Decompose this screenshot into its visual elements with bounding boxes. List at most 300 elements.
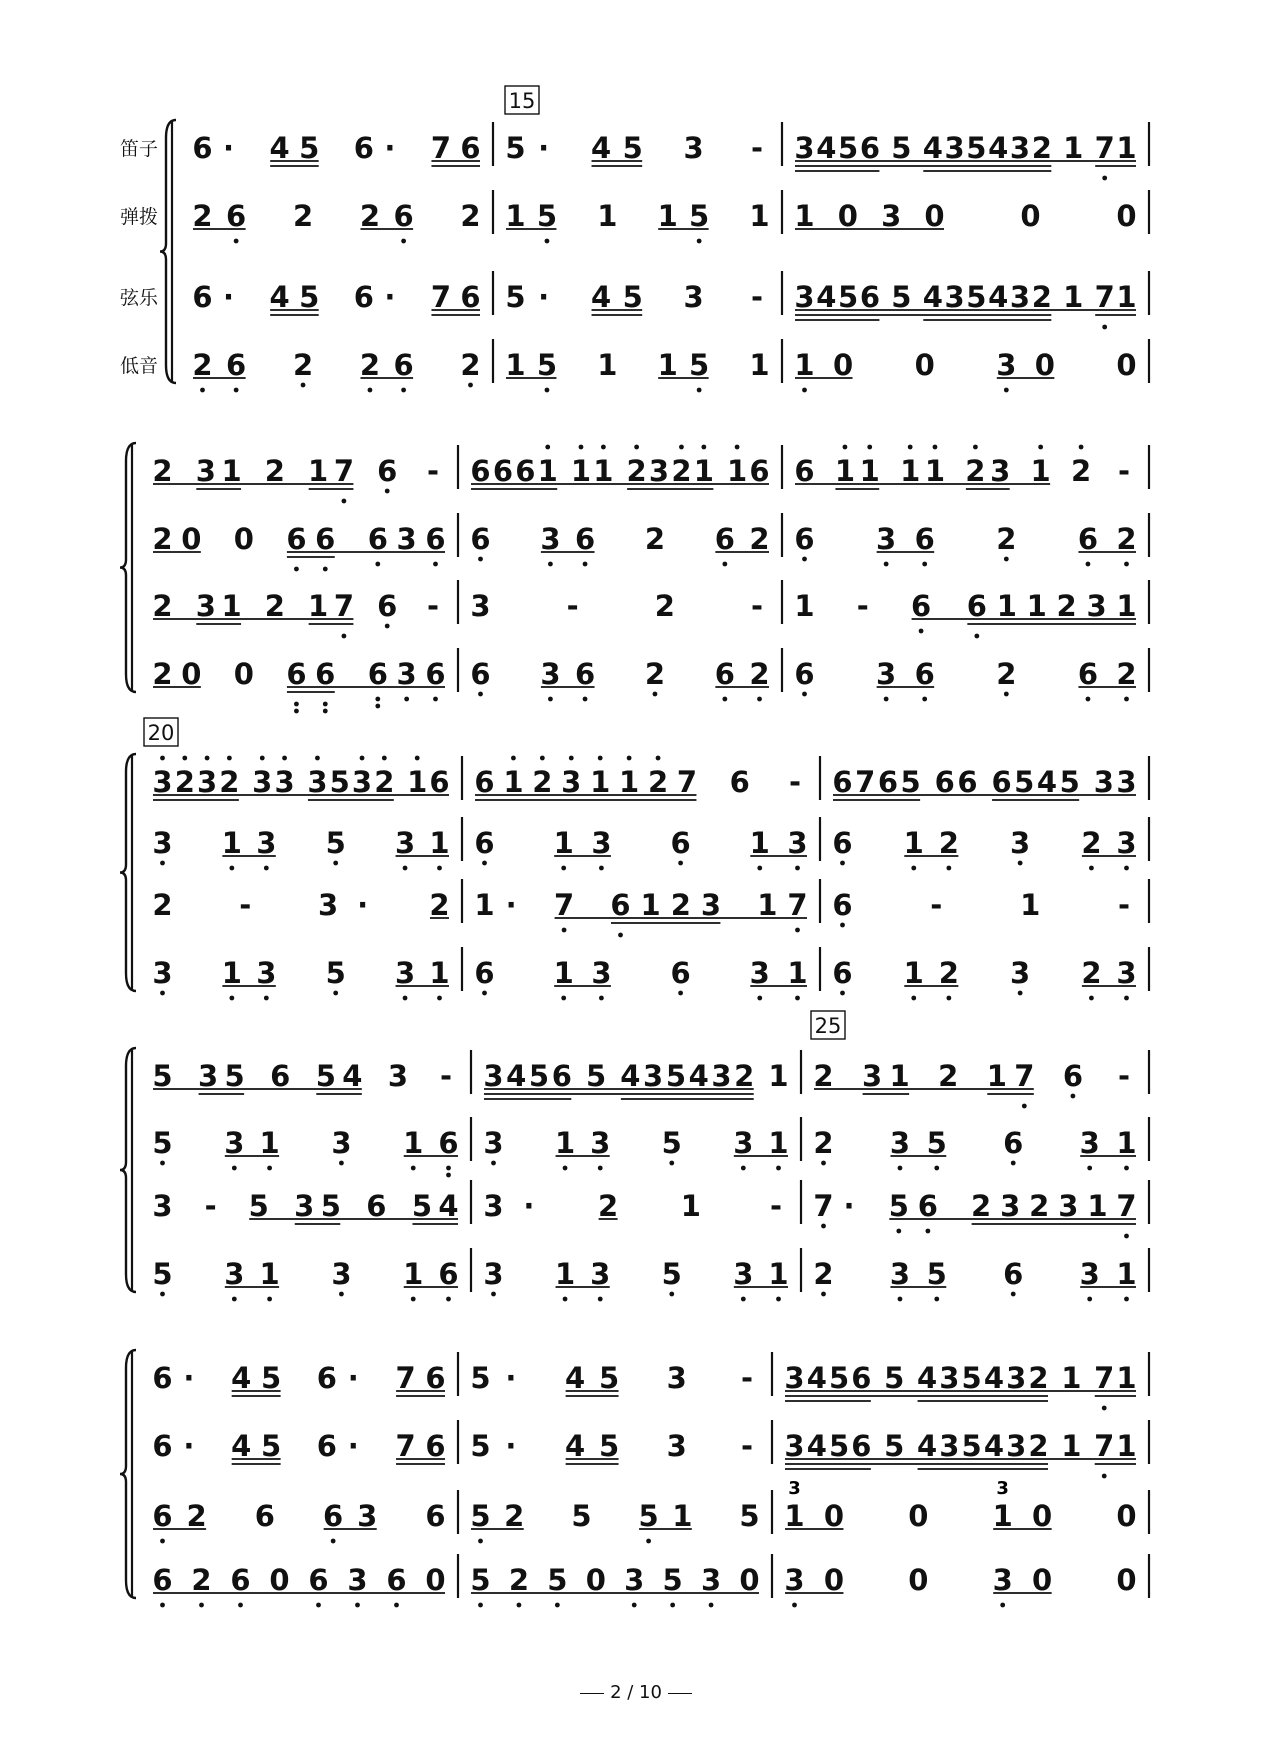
- low-octave-dot: [1124, 996, 1129, 1001]
- low-octave-dot: [548, 697, 553, 702]
- note: 2: [996, 657, 1017, 691]
- low-octave-dot: [199, 1603, 204, 1608]
- note: 3: [881, 199, 902, 233]
- note: 3: [1009, 280, 1031, 314]
- note: 5: [828, 1361, 850, 1395]
- low-octave-dot: [234, 239, 239, 244]
- note: 5: [961, 1429, 982, 1463]
- note: 2: [152, 888, 173, 922]
- note: 6: [367, 522, 388, 556]
- note: 0: [1032, 1499, 1053, 1533]
- note: 5: [528, 1059, 550, 1093]
- note: 6: [353, 131, 374, 165]
- high-octave-dot: [598, 756, 603, 761]
- note: 3: [1079, 1257, 1100, 1291]
- note: 2: [813, 1257, 834, 1291]
- note: 2: [460, 199, 481, 233]
- sustain-dash: -: [856, 589, 869, 623]
- system-brace: [120, 754, 136, 991]
- note: 6: [152, 1361, 173, 1395]
- note: 1: [1026, 589, 1047, 623]
- note: 5: [547, 1563, 568, 1597]
- low-octave-dot: [757, 697, 762, 702]
- rehearsal-mark: 15: [508, 89, 536, 113]
- note: 3: [1010, 826, 1031, 860]
- low-octave-dot: [1102, 325, 1107, 330]
- note: 3: [195, 454, 216, 488]
- sustain-dash: -: [930, 888, 943, 922]
- note: 6: [551, 1059, 572, 1093]
- system-brace: [120, 1350, 136, 1598]
- note: 6: [474, 765, 495, 799]
- note: 5: [828, 1429, 850, 1463]
- high-octave-dot: [205, 756, 210, 761]
- high-octave-dot: [908, 445, 913, 450]
- note: 5: [299, 280, 320, 314]
- page-number: 2 / 10: [610, 1682, 662, 1703]
- note: 6: [393, 348, 414, 382]
- note: 1: [503, 765, 524, 799]
- note: 1: [429, 826, 450, 860]
- low-octave-dot: [323, 702, 328, 707]
- note: 4: [988, 280, 1009, 314]
- low-octave-dot: [1000, 1603, 1005, 1608]
- note: 1: [407, 765, 428, 799]
- note: 6: [714, 657, 735, 691]
- low-octave-dot: [697, 388, 702, 393]
- note: 3: [944, 280, 965, 314]
- note: 6: [1077, 522, 1099, 556]
- note: 6: [574, 657, 596, 691]
- note: 7: [1116, 1189, 1137, 1223]
- note: 5: [926, 1126, 947, 1160]
- note: 6: [425, 522, 446, 556]
- note: 0: [1116, 1563, 1137, 1597]
- note: 3: [483, 1189, 504, 1223]
- note: 2: [359, 348, 381, 382]
- low-octave-dot: [403, 996, 408, 1001]
- low-octave-dot: [385, 624, 390, 629]
- note: 5: [261, 1361, 282, 1395]
- note: 2: [1056, 589, 1077, 623]
- high-octave-dot: [843, 445, 848, 450]
- low-octave-dot: [678, 861, 683, 866]
- note: 0: [269, 1563, 290, 1597]
- low-octave-dot: [898, 1297, 903, 1302]
- note: 6: [934, 765, 955, 799]
- high-octave-dot: [382, 756, 387, 761]
- note: 6: [316, 1429, 337, 1463]
- low-octave-dot: [795, 928, 800, 933]
- low-octave-dot: [491, 1161, 496, 1166]
- note: 5: [661, 1126, 682, 1160]
- note: 7: [553, 888, 575, 922]
- high-octave-dot: [545, 445, 550, 450]
- sustain-dash: -: [750, 131, 764, 165]
- low-octave-dot: [339, 1292, 344, 1297]
- note: 2: [626, 454, 647, 488]
- note: 3: [784, 1361, 805, 1395]
- high-octave-dot: [627, 756, 632, 761]
- note: 3: [152, 765, 173, 799]
- low-octave-dot: [670, 1603, 675, 1608]
- note: 1: [259, 1257, 280, 1291]
- note: 3: [784, 1429, 805, 1463]
- chord-note: 3: [996, 1478, 1009, 1499]
- note: 6: [794, 522, 815, 556]
- note: 4: [922, 280, 943, 314]
- note: 2: [644, 657, 666, 691]
- low-octave-dot: [437, 866, 442, 871]
- low-octave-dot: [802, 388, 807, 393]
- low-octave-dot: [160, 1161, 165, 1166]
- note: 5: [966, 280, 987, 314]
- note: 7: [676, 765, 698, 799]
- low-octave-dot: [264, 866, 269, 871]
- note: 4: [231, 1429, 252, 1463]
- note: 6: [914, 522, 935, 556]
- note: 5: [152, 1126, 173, 1160]
- low-octave-dot: [563, 1297, 568, 1302]
- low-octave-dot: [946, 996, 951, 1001]
- augmentation-dot: ·: [183, 1429, 195, 1463]
- note: 1: [859, 454, 880, 488]
- note: 1: [1116, 280, 1137, 314]
- note: 1: [1020, 888, 1041, 922]
- low-octave-dot: [333, 991, 338, 996]
- low-octave-dot: [599, 866, 604, 871]
- note: 3: [1009, 131, 1031, 165]
- note: 5: [536, 348, 558, 382]
- low-octave-dot: [795, 866, 800, 871]
- low-octave-dot: [974, 634, 979, 639]
- high-octave-dot: [360, 756, 365, 761]
- note: 3: [590, 1126, 611, 1160]
- note: 1: [403, 1257, 424, 1291]
- note: 5: [1059, 765, 1080, 799]
- note: 5: [689, 348, 710, 382]
- high-octave-dot: [160, 756, 165, 761]
- note: 4: [806, 1361, 827, 1395]
- low-octave-dot: [911, 996, 916, 1001]
- note: 3: [889, 1257, 911, 1291]
- note: 6: [470, 522, 491, 556]
- note: 1: [593, 454, 614, 488]
- note: 3: [624, 1563, 645, 1597]
- note: 6: [460, 280, 481, 314]
- high-octave-dot: [701, 445, 706, 450]
- note: 5: [665, 1059, 687, 1093]
- low-octave-dot: [1089, 996, 1094, 1001]
- note: 5: [505, 131, 526, 165]
- note: 2: [152, 589, 173, 623]
- note: 6: [1003, 1126, 1024, 1160]
- low-octave-dot: [404, 697, 409, 702]
- note: 3: [394, 956, 416, 990]
- low-octave-dot: [160, 1539, 165, 1544]
- note: 1: [537, 454, 558, 488]
- note: 2: [504, 1499, 525, 1533]
- note: 6: [353, 280, 374, 314]
- low-octave-dot: [232, 1166, 237, 1171]
- note: 6: [425, 1429, 446, 1463]
- note: 2: [813, 1059, 834, 1093]
- note: 2: [374, 765, 395, 799]
- note: 1: [570, 454, 592, 488]
- low-octave-dot: [333, 861, 338, 866]
- note: 3: [256, 826, 277, 860]
- low-octave-dot: [840, 861, 845, 866]
- note: 4: [565, 1361, 586, 1395]
- note: 5: [961, 1361, 982, 1395]
- note: 5: [622, 280, 643, 314]
- note: 3: [351, 765, 373, 799]
- low-octave-dot: [375, 562, 380, 567]
- low-octave-dot: [200, 388, 205, 393]
- note: 6: [794, 454, 815, 488]
- chord-note: 3: [788, 1478, 801, 1499]
- sustain-dash: -: [426, 589, 440, 623]
- note: 5: [224, 1059, 245, 1093]
- note: 4: [438, 1189, 459, 1223]
- note: 7: [1094, 1429, 1115, 1463]
- note: 6: [438, 1126, 459, 1160]
- low-octave-dot: [342, 499, 347, 504]
- augmentation-dot: ·: [347, 1429, 359, 1463]
- note: 1: [1116, 1429, 1137, 1463]
- augmentation-dot: ·: [505, 1361, 517, 1395]
- note: 1: [221, 454, 242, 488]
- augmentation-dot: ·: [183, 1361, 195, 1395]
- low-octave-dot: [722, 697, 727, 702]
- low-octave-dot: [898, 1166, 903, 1171]
- low-octave-dot: [1102, 1406, 1107, 1411]
- low-octave-dot: [1022, 1104, 1027, 1109]
- low-octave-dot: [583, 697, 588, 702]
- note: 3: [256, 956, 277, 990]
- note: 7: [787, 888, 808, 922]
- augmentation-dot: ·: [505, 888, 517, 922]
- note: 2: [1081, 826, 1102, 860]
- note: 5: [505, 280, 526, 314]
- note: 6: [386, 1563, 407, 1597]
- note: 3: [197, 1059, 219, 1093]
- note: 6: [851, 1429, 872, 1463]
- note: 2: [152, 522, 173, 556]
- low-octave-dot: [563, 1166, 568, 1171]
- low-octave-dot: [468, 383, 473, 388]
- note: 3: [861, 1059, 883, 1093]
- note: 6: [316, 1361, 337, 1395]
- note: 5: [891, 280, 912, 314]
- low-octave-dot: [922, 562, 927, 567]
- note: 5: [325, 826, 346, 860]
- low-octave-dot: [1124, 866, 1129, 871]
- note: 6: [714, 522, 735, 556]
- note: 1: [768, 1059, 789, 1093]
- instrument-label: 低音: [120, 355, 159, 377]
- note: 3: [252, 765, 273, 799]
- note: 2: [965, 454, 986, 488]
- low-octave-dot: [599, 996, 604, 1001]
- note: 2: [1029, 1189, 1050, 1223]
- low-octave-dot: [1102, 1474, 1107, 1479]
- note: 5: [739, 1499, 760, 1533]
- note: 5: [838, 280, 859, 314]
- note: 3: [195, 589, 216, 623]
- high-octave-dot: [1079, 445, 1084, 450]
- low-octave-dot: [323, 567, 328, 572]
- note: 3: [1058, 1189, 1079, 1223]
- note: 4: [506, 1059, 527, 1093]
- sustain-dash: -: [1117, 1059, 1131, 1093]
- note: 6: [832, 826, 853, 860]
- low-octave-dot: [1087, 1297, 1092, 1302]
- note: 5: [315, 1059, 336, 1093]
- low-octave-dot: [238, 1603, 243, 1608]
- note: 2: [813, 1126, 834, 1160]
- note: 6: [832, 765, 853, 799]
- note: 6: [1077, 657, 1099, 691]
- low-octave-dot: [403, 866, 408, 871]
- low-octave-dot: [301, 383, 306, 388]
- note: 6: [832, 956, 853, 990]
- note: 3: [387, 1059, 409, 1093]
- low-octave-dot: [401, 388, 406, 393]
- note: 1: [554, 1126, 576, 1160]
- note: 1: [221, 956, 242, 990]
- low-octave-dot: [234, 388, 239, 393]
- note: 2: [192, 348, 213, 382]
- sustain-dash: -: [426, 454, 440, 488]
- note: 2: [152, 454, 173, 488]
- note: 1: [834, 454, 856, 488]
- sustain-dash: -: [439, 1059, 453, 1093]
- note: 4: [231, 1361, 252, 1395]
- note: 1: [900, 454, 921, 488]
- sustain-dash: -: [750, 280, 764, 314]
- note: 5: [838, 131, 859, 165]
- note: 3: [483, 1126, 504, 1160]
- high-octave-dot: [735, 445, 740, 450]
- low-octave-dot: [1102, 176, 1107, 181]
- augmentation-dot: ·: [505, 1429, 517, 1463]
- sustain-dash: -: [1117, 454, 1131, 488]
- low-octave-dot: [884, 697, 889, 702]
- low-octave-dot: [355, 1603, 360, 1608]
- note: 1: [259, 1126, 280, 1160]
- low-octave-dot: [741, 1297, 746, 1302]
- low-octave-dot: [561, 866, 566, 871]
- note: 6: [670, 826, 691, 860]
- low-octave-dot: [375, 697, 380, 702]
- note: 1: [693, 454, 714, 488]
- low-octave-dot: [1124, 697, 1129, 702]
- low-octave-dot: [482, 991, 487, 996]
- note: 1: [784, 1499, 805, 1533]
- augmentation-dot: ·: [223, 280, 235, 314]
- note: 3: [483, 1257, 504, 1291]
- note: 3: [666, 1429, 687, 1463]
- note: 3: [1006, 1361, 1027, 1395]
- sustain-dash: -: [740, 1361, 754, 1395]
- note: 3: [992, 1563, 1013, 1597]
- low-octave-dot: [323, 709, 328, 714]
- note: 3: [643, 1059, 664, 1093]
- low-octave-dot: [545, 239, 550, 244]
- note: 0: [181, 657, 202, 691]
- low-octave-dot: [385, 489, 390, 494]
- low-octave-dot: [1018, 861, 1023, 866]
- note: 1: [768, 1257, 789, 1291]
- note: 6: [574, 522, 596, 556]
- note: 6: [377, 454, 398, 488]
- note: 6: [425, 1499, 446, 1533]
- note: 6: [425, 1361, 446, 1395]
- note: 4: [916, 1361, 938, 1395]
- low-octave-dot: [294, 567, 299, 572]
- note: 6: [1003, 1257, 1024, 1291]
- note: 6: [474, 956, 495, 990]
- note: 1: [924, 454, 946, 488]
- note: 0: [924, 199, 945, 233]
- note: 5: [329, 765, 350, 799]
- augmentation-dot: ·: [523, 1189, 535, 1223]
- sustain-dash: -: [750, 589, 764, 623]
- note: 2: [749, 522, 770, 556]
- note: 3: [196, 765, 218, 799]
- rehearsal-mark: 20: [147, 721, 175, 745]
- low-octave-dot: [1004, 388, 1009, 393]
- low-octave-dot: [934, 1297, 939, 1302]
- note: 3: [357, 1499, 378, 1533]
- sustain-dash: -: [1117, 888, 1131, 922]
- note: 3: [591, 826, 612, 860]
- note: 4: [620, 1059, 641, 1093]
- note: 5: [926, 1257, 947, 1291]
- low-octave-dot: [1004, 692, 1009, 697]
- low-octave-dot: [757, 866, 762, 871]
- note: 3: [224, 1257, 245, 1291]
- low-octave-dot: [294, 702, 299, 707]
- note: 5: [661, 1257, 682, 1291]
- note: 6: [991, 765, 1012, 799]
- note: 5: [152, 1059, 173, 1093]
- low-octave-dot: [709, 1603, 714, 1608]
- note: 0: [1116, 1499, 1137, 1533]
- note: 3: [784, 1563, 805, 1597]
- note: 3: [666, 1361, 687, 1395]
- note: 3: [711, 1059, 732, 1093]
- note: 1: [554, 1257, 576, 1291]
- note: 1: [1061, 1429, 1082, 1463]
- note: 7: [333, 454, 355, 488]
- augmentation-dot: ·: [843, 1189, 855, 1223]
- note: 3: [876, 657, 897, 691]
- note: 3: [224, 1126, 245, 1160]
- note: 3: [648, 454, 670, 488]
- note: 2: [152, 657, 173, 691]
- note: 2: [292, 199, 314, 233]
- low-octave-dot: [757, 996, 762, 1001]
- note: 2: [1081, 956, 1102, 990]
- footer-rule-left: [580, 1693, 604, 1694]
- note: 6: [859, 280, 881, 314]
- note: 3: [876, 522, 897, 556]
- note: 6: [230, 1563, 251, 1597]
- note: 2: [749, 657, 770, 691]
- high-octave-dot: [867, 445, 872, 450]
